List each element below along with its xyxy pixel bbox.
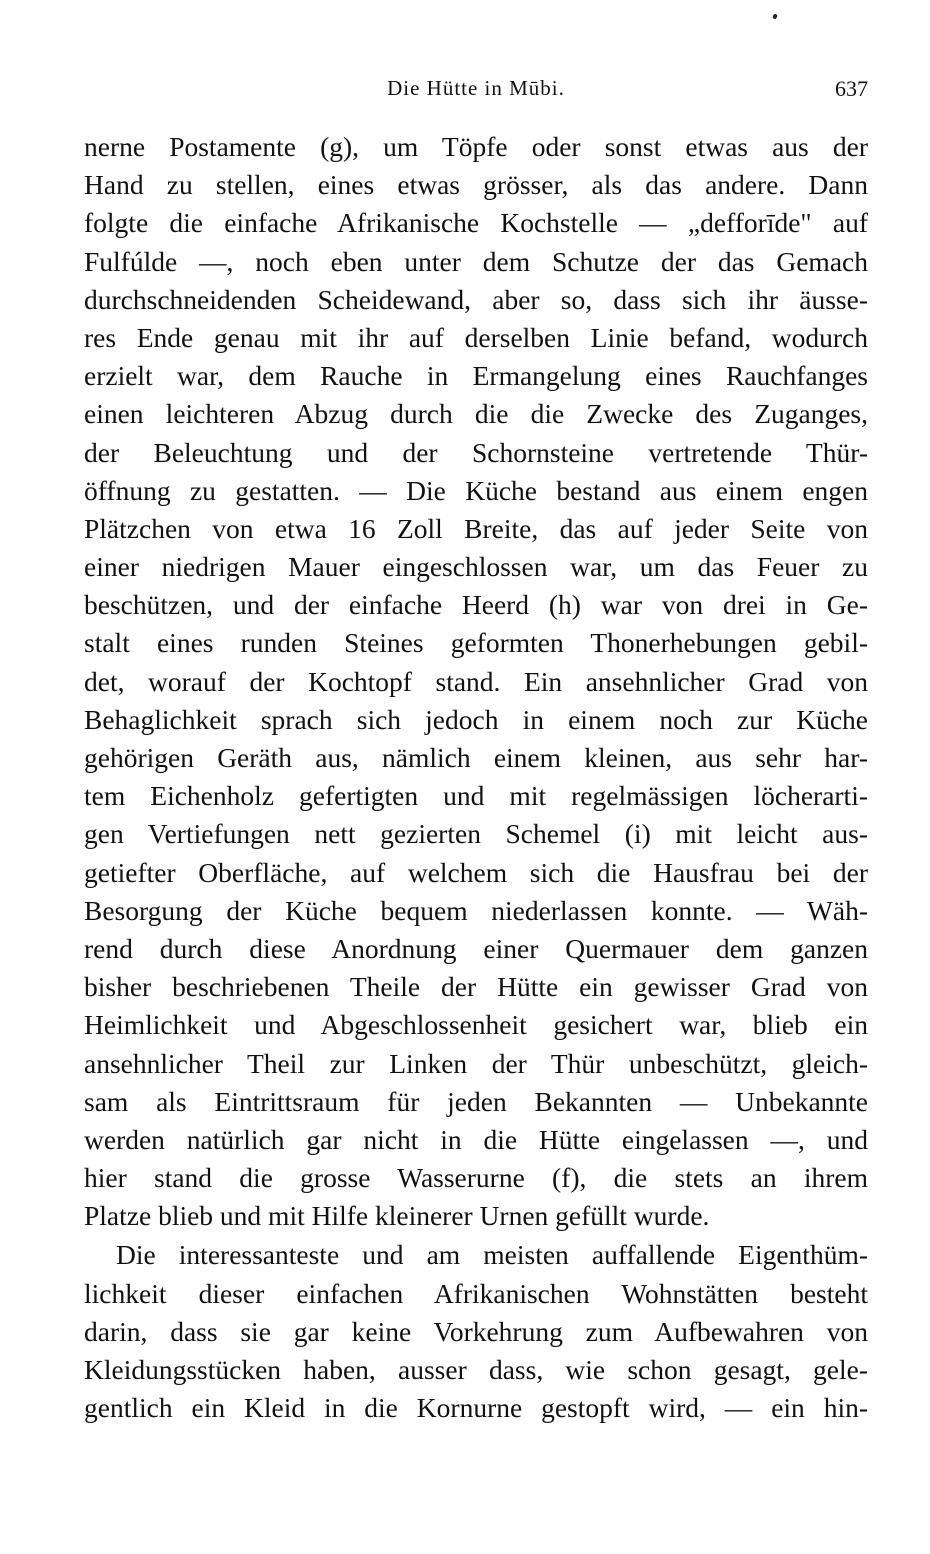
text-line: nerne Postamente (g), um Töpfe oder sonst etwas aus der [84,131,868,162]
text-line: getiefter Oberfläche, auf welchem sich die Hausfrau bei der [84,856,868,888]
text-line: stalt eines runden Steines geformten Thonerhebungen gebil- [84,627,868,659]
body-text [84,128,868,1427]
text-line: durchschneidenden Scheidewand, aber so, dass sich ihr äusse- [84,283,868,315]
running-title: Die Hütte in Mūbi. [387,76,565,100]
text-line: ansehnlicher Theil zur Linken der Thür unbeschützt, gleich- [84,1047,868,1079]
paragraph-1 [84,128,868,1235]
text-line: res Ende genau mit ihr auf derselben Linie befand, wodurch [84,321,868,353]
text-line: darin, dass sie gar keine Vorkehrung zum Aufbewahren von [84,1315,868,1347]
text-line: gen Vertiefungen nett gezierten Schemel (i) mit leicht aus- [84,818,868,850]
text-line: Hand zu stellen, eines etwas grösser, als das andere. Dann [84,169,868,201]
text-line: öffnung zu gestatten. — Die Küche bestand aus einem engen [84,474,868,506]
text-line: Platze blieb und mit Hilfe kleinerer Urnen gefüllt wurde. [84,1200,710,1232]
text-line: hier stand die grosse Wasserurne (f), die stets an ihrem [84,1162,868,1194]
text-line: gentlich ein Kleid in die Kornurne gestopft wird, — ein hin- [84,1392,868,1424]
ink-speck [772,13,778,19]
text-line: bisher beschriebenen Theile der Hütte ein gewisser Grad von [84,971,868,1003]
text-line: sam als Eintrittsraum für jeden Bekannten — Unbekannte [84,1085,868,1117]
text-line: einer niedrigen Mauer eingeschlossen war, um das Feuer zu [84,551,868,583]
text-line: Besorgung der Küche bequem niederlassen konnte. — Wäh- [84,894,868,926]
text-line: beschützen, und der einfache Heerd (h) war von drei in Ge- [84,589,868,621]
text-line: det, worauf der Kochtopf stand. Ein ansehnlicher Grad von [84,665,868,697]
text-line: erzielt war, dem Rauche in Ermangelung eines Rauchfanges [84,360,868,392]
text-line: Plätzchen von etwa 16 Zoll Breite, das auf jeder Seite von [84,512,868,544]
text-line: gehörigen Geräth aus, nämlich einem kleinen, aus sehr har- [84,742,868,773]
text-line: folgte die einfache Afrikanische Kochstelle — „defforīde" auf [84,207,868,239]
page-header [84,76,868,104]
text-line: Behaglichkeit sprach sich jedoch in einem noch zur Küche [84,703,868,735]
paragraph-2 [84,1236,868,1427]
text-line: einen leichteren Abzug durch die die Zwecke des Zuganges, [84,398,868,430]
text-line: Die interessanteste und am meisten auffallende Eigenthüm- [116,1239,868,1271]
text-line: werden natürlich gar nicht in die Hütte eingelassen —, und [84,1123,868,1155]
text-line: lichkeit dieser einfachen Afrikanischen Wohnstätten besteht [84,1277,868,1309]
text-line: rend durch diese Anordnung einer Quermauer dem ganzen [84,932,868,964]
text-line: tem Eichenholz gefertigten und mit regelmässigen löcherarti- [84,780,868,812]
page-number: 637 [835,76,868,101]
text-line: Fulfúlde —, noch eben unter dem Schutze der das Gemach [84,245,868,277]
text-line: der Beleuchtung und der Schornsteine vertretende Thür- [84,436,868,468]
text-line: Heimlichkeit und Abgeschlossenheit gesichert war, blieb ein [84,1009,868,1041]
text-line: Kleidungsstücken haben, ausser dass, wie schon gesagt, gele- [84,1354,868,1385]
